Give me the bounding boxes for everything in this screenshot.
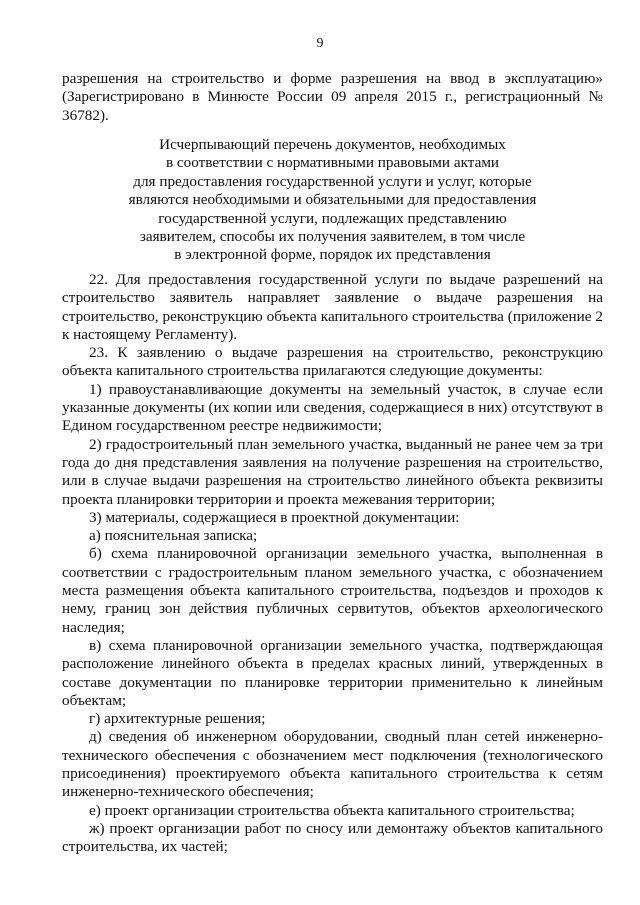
list-item-2: 2) градостроительный план земельного участка, выданный не ранее чем за три года до дня представления заявления на получение разрешения на строительство, или в случае выдачи разрешения на строительство линейного объекта реквизиты проекта планировки территории и проекта межевания территории; <box>62 435 603 508</box>
paragraph-23: 23. К заявлению о выдаче разрешения на строительство, реконструкцию объекта капитального строительства прилагаются следующие документы: <box>62 344 603 380</box>
list-item-d: д) сведения об инженерном оборудовании, сводный план сетей инженерно-технического обеспечения с обозначением мест подключения (технологического присоединения) проектируемого объекта капитального строительства к сетям инженерно-технического обеспечения; <box>62 728 603 801</box>
list-item-g: г) архитектурные решения; <box>89 710 266 728</box>
list-item-3: 3) материалы, содержащиеся в проектной документации: <box>89 508 460 526</box>
intro-line-1: разрешения на строительство и форме разрешения на ввод в эксплуатацию» <box>62 70 603 87</box>
paragraph-22: 22. Для предоставления государственной услуги по выдаче разрешений на строительство заявитель направляет заявление о выдаче разрешения на строительство, реконструкцию объекта капитального строительства (приложение 2 к настоящему Регламенту). <box>62 271 603 343</box>
list-item-a: а) пояснительная записка; <box>89 527 258 545</box>
page-number: 9 <box>316 36 324 51</box>
intro-line-2: (Зарегистрировано в Минюсте России 09 апреля 2015 г., регистрационный № 36782). <box>62 88 603 124</box>
heading-line: Исчерпывающий перечень документов, необходимых <box>159 136 506 153</box>
heading-line: в соответствии с нормативными правовыми актами <box>165 154 500 172</box>
list-item-v: в) схема планировочной организации земельного участка, подтверждающая расположение линейного объекта в пределах красных линий, утвержденных в составе документации по планировке территории применительно к линейным объектам; <box>62 636 603 709</box>
list-item-b: б) схема планировочной организации земельного участка, выполненная в соответствии с градостроительным планом земельного участка, с обозначением места размещения объекта капитального строительства, подъездов и проходов к нему, границ зон действия публичных сервитутов, объектов археологического наследия; <box>62 545 603 636</box>
heading-line: заявителем, способы их получения заявителем, в том числе <box>139 228 526 246</box>
intro-text <box>62 70 603 125</box>
list-item-zh: ж) проект организации работ по сносу или демонтажу объектов капитального строительства, их частей; <box>62 819 603 856</box>
heading-line: государственной услуги, подлежащих представлению <box>158 209 507 227</box>
section-heading <box>62 136 603 265</box>
heading-line: для предоставления государственной услуги и услуг, которые <box>133 172 532 190</box>
list-item-e: е) проект организации строительства объекта капитального строительства; <box>89 801 575 819</box>
heading-line: в электронной форме, порядок их представления <box>174 246 491 264</box>
heading-line: являются необходимыми и обязательными для предоставления <box>128 191 537 209</box>
body-text <box>62 271 603 857</box>
list-item-1: 1) правоустанавливающие документы на земельный участок, в случае если указанные документы (их копии или сведения, содержащиеся в них) отсутствуют в Едином государственном реестре недвижимости; <box>62 380 603 435</box>
